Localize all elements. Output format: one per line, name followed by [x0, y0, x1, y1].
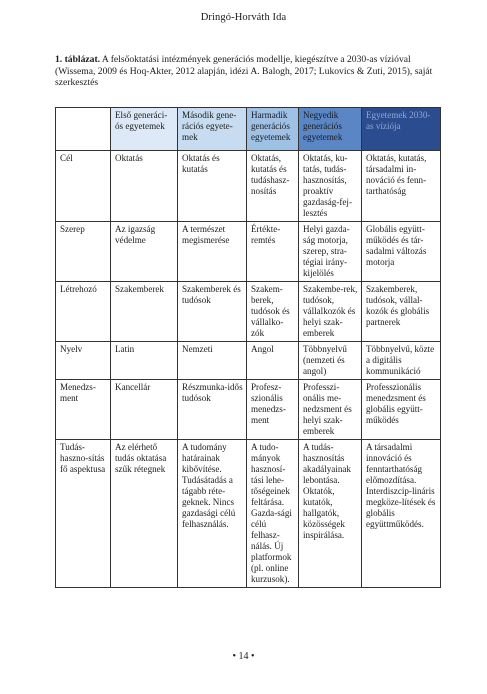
header-cell-empty [56, 108, 111, 151]
table-row [56, 380, 441, 440]
table-cell: Professzionális menedzsment és globális együtt-működés [362, 380, 441, 440]
generations-table [55, 107, 441, 588]
table-row [56, 282, 441, 342]
table-cell: Oktatás és kutatás [178, 151, 247, 222]
table-cell: Szakem-berek, tudósok és vállalko-zók [247, 282, 299, 342]
table-cell: Szakemberek és tudósok [178, 282, 247, 342]
table-row [56, 440, 441, 588]
table-header-row [56, 108, 441, 151]
table-cell: Értékte-remtés [247, 222, 299, 282]
table-row [56, 151, 441, 222]
table-cell: Szakembe-rek, tudósok, vállalkozók és helyi szak-emberek [299, 282, 362, 342]
table-cell: Nemzeti [178, 342, 247, 380]
table-caption [55, 54, 440, 89]
table-cell: A társadalmi innováció és fenntarthatóság előmozdítása. Interdiszcip-lináris megköze-lítések és globális együttműködés. [362, 440, 441, 588]
table-cell: Professzi-onális me-nedzsment és helyi szak-emberek [299, 380, 362, 440]
table-cell: Profesz-szionális menedzs-ment [247, 380, 299, 440]
header-cell-vision-2030: Egyetemek 2030-as víziója [362, 108, 441, 151]
header-cell-fourth-gen: Negyedik generációs egyetemek [299, 108, 362, 151]
header-cell-third-gen: Harmadik generációs egyetemek [247, 108, 299, 151]
table-cell: Globális együtt-működés és tár-sadalmi változás motorja [362, 222, 441, 282]
table-cell: Szakemberek [111, 282, 178, 342]
table-cell: Helyi gazda-ság motorja, szerep, stra-tégiai irány-kijelölés [299, 222, 362, 282]
table-cell: Latin [111, 342, 178, 380]
page-number: • 14 • [232, 651, 255, 662]
table-cell: A tudo-mányok hasznosí-tási lehe-tőségeinek feltárása. Gazda-sági célú felhasz-nálás. Új platformok (pl. online kurzusok). [247, 440, 299, 588]
table-cell: Angol [247, 342, 299, 380]
table-cell: Részmunka-idős tudósok [178, 380, 247, 440]
table-cell: A természet megismerése [178, 222, 247, 282]
table-row [56, 222, 441, 282]
row-label: Létrehozó [56, 282, 111, 342]
row-label: Szerep [56, 222, 111, 282]
table-cell: Oktatás, kutatás, társadalmi in-nováció és fenn-tarthatóság [362, 151, 441, 222]
table-cell: Oktatás [111, 151, 178, 222]
table-cell: Oktatás, ku-tatás, tudás-hasznosítás, proaktív gazdaság-fej-lesztés [299, 151, 362, 222]
table-cell: A tudás-hasznosítás akadályainak lebontása. Oktatók, kutatók, hallgatók, közösségek inspirálása. [299, 440, 362, 588]
row-label: Tudás-haszno-sítás fő aspektusa [56, 440, 111, 588]
row-label: Menedzs-ment [56, 380, 111, 440]
header-cell-second-gen: Második gene-rációs egyete-mek [178, 108, 247, 151]
table-cell: Oktatás, kutatás és tudáshasz-nosítás [247, 151, 299, 222]
table-cell: Az elérhető tudás oktatása szűk rétegnek [111, 440, 178, 588]
table-cell: Kancellár [111, 380, 178, 440]
table-cell: A tudomány határainak kibővítése. Tudásátadás a tágabb réte-geknek. Nincs gazdasági célú felhasználás. [178, 440, 247, 588]
table-row [56, 342, 441, 380]
table-cell: Többnyelvű, közte a digitális kommunikáció [362, 342, 441, 380]
table-cell: Többnyelvű (nemzeti és angol) [299, 342, 362, 380]
table-cell: Az igazság védelme [111, 222, 178, 282]
running-head: Dringó-Horváth Ida [200, 12, 287, 23]
row-label: Nyelv [56, 342, 111, 380]
header-cell-first-gen: Első generáci-ós egyetemek [111, 108, 178, 151]
caption-text: A felsőoktatási intézmények generációs modellje, kiegészítve a 2030-as vízióval (Wissema, 2009 és Hoq-Akter, 2012 alapján, idézi A. Balogh, 2017; Lukovics & Zuti, 2015), saját szerkesztés [55, 54, 433, 89]
caption-label: 1. táblázat. [55, 54, 101, 65]
table-cell: Szakemberek, tudósok, vállal-kozók és globális partnerek [362, 282, 441, 342]
row-label: Cél [56, 151, 111, 222]
